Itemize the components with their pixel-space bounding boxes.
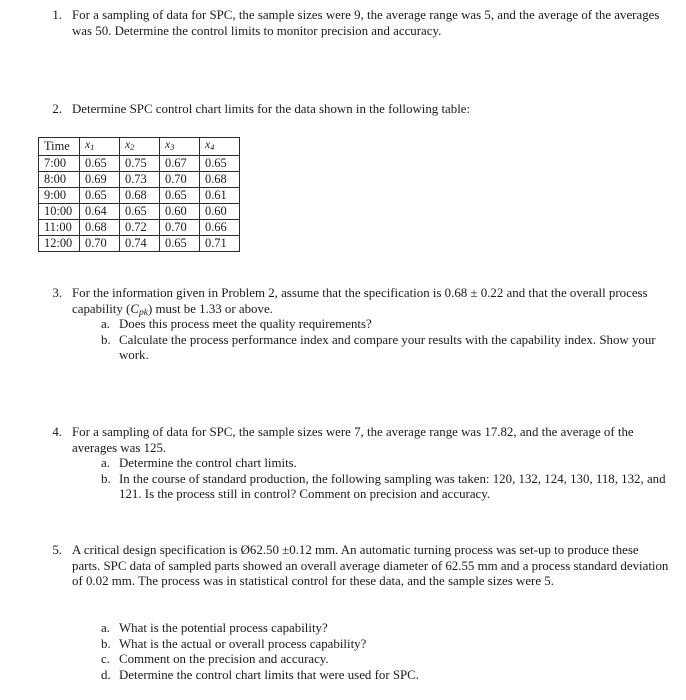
subitem-4b-letter: b. <box>101 471 111 486</box>
problem-3-subitems <box>44 317 670 364</box>
subitem-3b <box>101 333 670 364</box>
problem-4-subitems <box>44 456 670 503</box>
problem-1 <box>44 8 670 39</box>
problem-4-number: 4. <box>52 425 62 439</box>
cell-x1: 0.68 <box>80 219 120 235</box>
problem-3-number: 3. <box>52 286 62 300</box>
cell-x4: 0.71 <box>200 235 240 251</box>
subitem-5b-letter: b. <box>101 636 111 651</box>
problem-3-body <box>72 286 670 320</box>
cell-x3: 0.60 <box>160 203 200 219</box>
cell-time: 11:00 <box>39 219 80 235</box>
spc-data-table <box>38 137 240 252</box>
problem-5 <box>44 543 670 590</box>
cell-x2: 0.75 <box>120 155 160 171</box>
cell-x2: 0.73 <box>120 171 160 187</box>
table-row <box>39 203 240 219</box>
cell-time: 9:00 <box>39 187 80 203</box>
column-header-x2: $x_2$ <box>120 138 160 156</box>
problem-2-number: 2. <box>52 102 62 116</box>
cell-time: 10:00 <box>39 203 80 219</box>
problem-5-subitems <box>44 621 670 683</box>
problem-3-text-after: ) must be 1.33 or above. <box>147 301 273 316</box>
cell-x3: 0.65 <box>160 187 200 203</box>
subitem-4b <box>101 472 670 503</box>
column-header-x4: $x_4$ <box>200 138 240 156</box>
subitem-3a-text: Does this process meet the quality requirements? <box>119 317 372 331</box>
table-row <box>39 155 240 171</box>
column-header-time: Time <box>39 138 80 156</box>
problem-2-text: Determine SPC control chart limits for the data shown in the following table: <box>72 102 471 116</box>
cell-x1: 0.69 <box>80 171 120 187</box>
cell-time: 12:00 <box>39 235 80 251</box>
cell-x3: 0.70 <box>160 171 200 187</box>
subitem-5c-text: Comment on the precision and accuracy. <box>119 652 329 667</box>
cell-x2: 0.72 <box>120 219 160 235</box>
cell-x4: 0.65 <box>200 155 240 171</box>
cell-x2: 0.68 <box>120 187 160 203</box>
problem-2 <box>44 102 670 118</box>
cell-x3: 0.65 <box>160 235 200 251</box>
column-header-x3: $x_3$ <box>160 138 200 156</box>
subitem-3b-letter: b. <box>101 332 111 347</box>
problem-3-text <box>72 286 670 320</box>
cell-x4: 0.60 <box>200 203 240 219</box>
cell-x1: 0.64 <box>80 203 120 219</box>
subitem-5c-letter: c. <box>101 652 110 667</box>
subitem-5c <box>101 652 670 668</box>
table-row <box>39 187 240 203</box>
cell-x1: 0.70 <box>80 235 120 251</box>
table-row <box>39 171 240 187</box>
problem-5-text: A critical design specification is Ø62.50 ±0.12 mm. An automatic turning process was set-up to produce these parts. SPC data of sampled parts showed an overall average diameter of 62.55 mm and a process standard deviation of 0.02 mm. The process was in statistical control for these data, and the sample sizes were 5. <box>72 543 669 589</box>
table-header <box>39 138 240 156</box>
cell-x3: 0.70 <box>160 219 200 235</box>
column-header-x1: $x_1$ <box>80 138 120 156</box>
table-row <box>39 235 240 251</box>
table-row <box>39 219 240 235</box>
problem-4-body <box>72 425 670 456</box>
spc-data-table-wrapper <box>38 137 240 252</box>
cell-x1: 0.65 <box>80 187 120 203</box>
subitem-4a-letter: a. <box>101 456 110 470</box>
cell-x4: 0.61 <box>200 187 240 203</box>
subitem-3a-letter: a. <box>101 317 110 331</box>
subitem-5a-letter: a. <box>101 621 110 635</box>
cell-x1: 0.65 <box>80 155 120 171</box>
problem-3 <box>44 286 670 320</box>
subitem-5b <box>101 637 670 653</box>
cell-time: 7:00 <box>39 155 80 171</box>
problem-1-number: 1. <box>52 8 62 22</box>
subitem-5d <box>101 668 670 684</box>
problem-2-body <box>72 102 670 118</box>
subitem-4a <box>101 456 670 472</box>
subitem-5d-letter: d. <box>101 667 111 682</box>
cpk-symbol: $C_{pk}$ <box>130 301 148 318</box>
subitem-4b-text: In the course of standard production, the following sampling was taken: 120, 132, 124, 130, 118, 132, and 121. Is the process still in control? Comment on precision and accuracy. <box>119 471 666 502</box>
subitem-5b-text: What is the actual or overall process capability? <box>119 636 367 651</box>
table-header-row <box>39 138 240 156</box>
problem-4-text: For a sampling of data for SPC, the sample sizes were 7, the average range was 17.82, and the average of the averages was 125. <box>72 425 634 455</box>
problem-5-number: 5. <box>52 543 62 557</box>
subitem-4a-text: Determine the control chart limits. <box>119 456 297 470</box>
subitem-5a-text: What is the potential process capability? <box>119 621 328 635</box>
cell-x2: 0.74 <box>120 235 160 251</box>
problem-4 <box>44 425 670 456</box>
subitem-5a <box>101 621 670 637</box>
subitem-3b-text: Calculate the process performance index and compare your results with the capability index. Show your work. <box>119 332 656 363</box>
cell-x4: 0.66 <box>200 219 240 235</box>
problem-5-body <box>72 543 670 590</box>
cell-x4: 0.68 <box>200 171 240 187</box>
cell-x3: 0.67 <box>160 155 200 171</box>
cell-time: 8:00 <box>39 171 80 187</box>
subitem-3a <box>101 317 670 333</box>
subitem-5d-text: Determine the control chart limits that were used for SPC. <box>119 667 419 682</box>
cell-x2: 0.65 <box>120 203 160 219</box>
problem-1-body <box>72 8 670 39</box>
problem-1-text: For a sampling of data for SPC, the sample sizes were 9, the average range was 5, and the average of the averages was 50. Determine the control limits to monitor precision and accuracy. <box>72 8 660 38</box>
table-body <box>39 155 240 251</box>
problem-3-text-before: For the information given in Problem 2, assume that the specification is 0.68 ± 0.22 and that the overall process capability ( <box>72 286 648 316</box>
